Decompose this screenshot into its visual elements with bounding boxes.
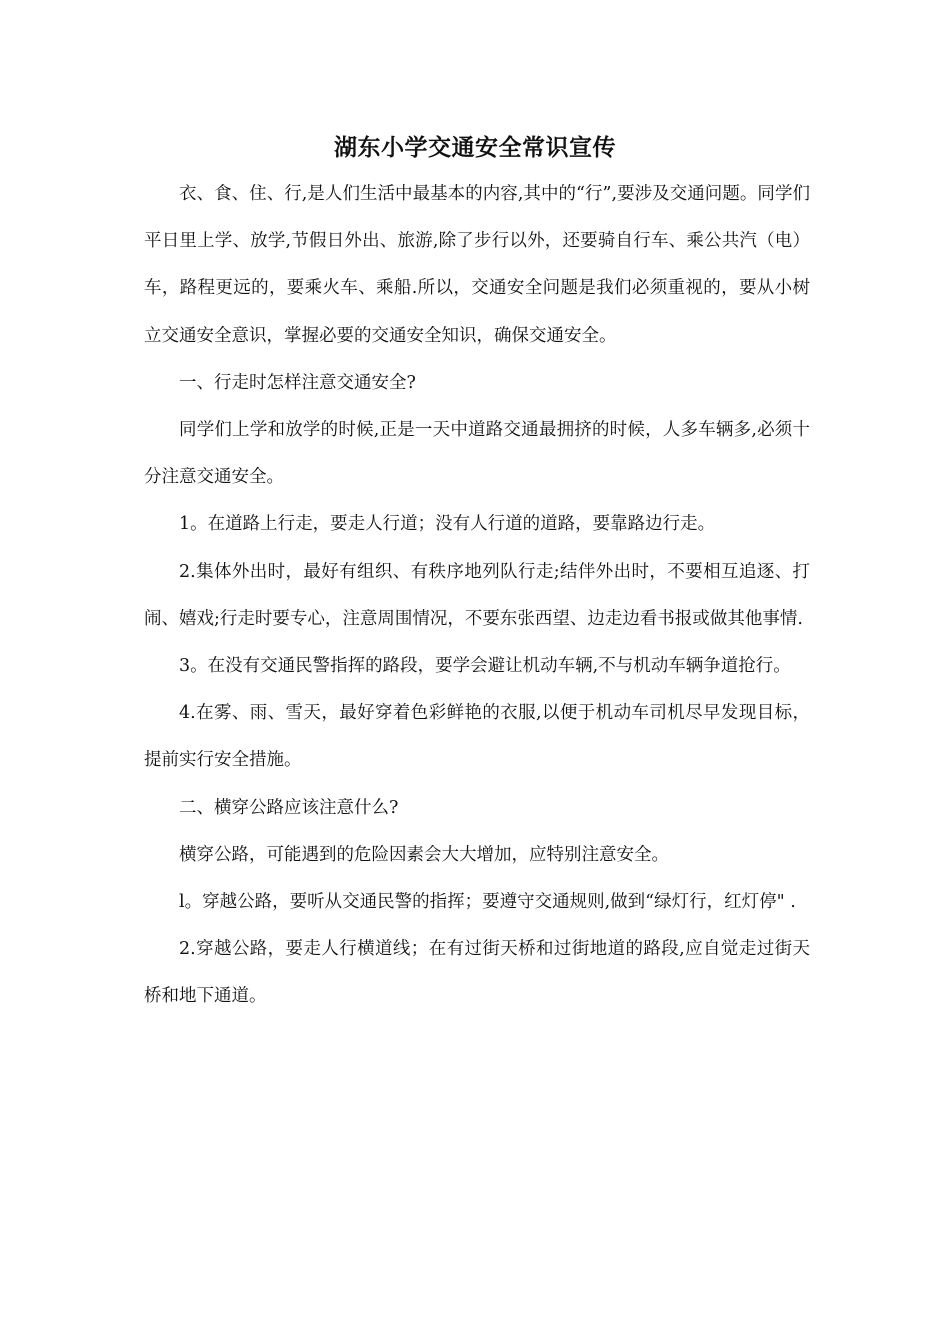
section-heading-walking: 一、行走时怎样注意交通安全? — [179, 372, 416, 393]
list-item-crossing-2: 2.穿越公路，要走人行横道线；在有过街天桥和过街地道的路段,应自觉走过街天桥和地下通道。 — [144, 939, 810, 1007]
list-item-walking-1: 1。在道路上行走，要走人行道；没有人行道的道路，要靠路边行走。 — [179, 514, 716, 535]
list-item-walking-3: 3。在没有交通民警指挥的路段，要学会避让机动车辆,不与机动车辆争道抢行。 — [179, 656, 791, 677]
paragraph-walking-intro: 同学们上学和放学的时候,正是一天中道路交通最拥挤的时候，人多车辆多,必须十分注意交通安全。 — [144, 420, 810, 488]
list-item-walking-4: 4.在雾、雨、雪天，最好穿着色彩鲜艳的衣服,以便于机动车司机尽早发现目标，提前实行安全措施。 — [144, 703, 810, 771]
paragraph-intro: 衣、食、住、行,是人们生活中最基本的内容,其中的“行”,要涉及交通问题。同学们平日里上学、放学,节假日外出、旅游,除了步行以外，还要骑自行车、乘公共汽（电）车，路程更远的，要乘火车、乘船.所以，交通安全问题是我们必须重视的，要从小树立交通安全意识，掌握必要的交通安全知识，确保交通安全。 — [144, 184, 810, 346]
list-item-walking-2: 2.集体外出时，最好有组织、有秩序地列队行走;结伴外出时，不要相互追逐、打闹、嬉戏;行走时要专心，注意周围情况，不要东张西望、边走边看书报或做其他事情. — [144, 561, 810, 629]
list-item-crossing-1: l。穿越公路，要听从交通民警的指挥；要遵守交通规则,做到“绿灯行，红灯停" . — [179, 892, 796, 913]
section-heading-crossing: 二、横穿公路应该注意什么? — [179, 797, 399, 818]
paragraph-crossing-intro: 横穿公路，可能遇到的危险因素会大大增加，应特别注意安全。 — [179, 844, 669, 865]
document-title: 湖东小学交通安全常识宣传 — [334, 134, 616, 161]
document-body — [144, 171, 810, 1021]
